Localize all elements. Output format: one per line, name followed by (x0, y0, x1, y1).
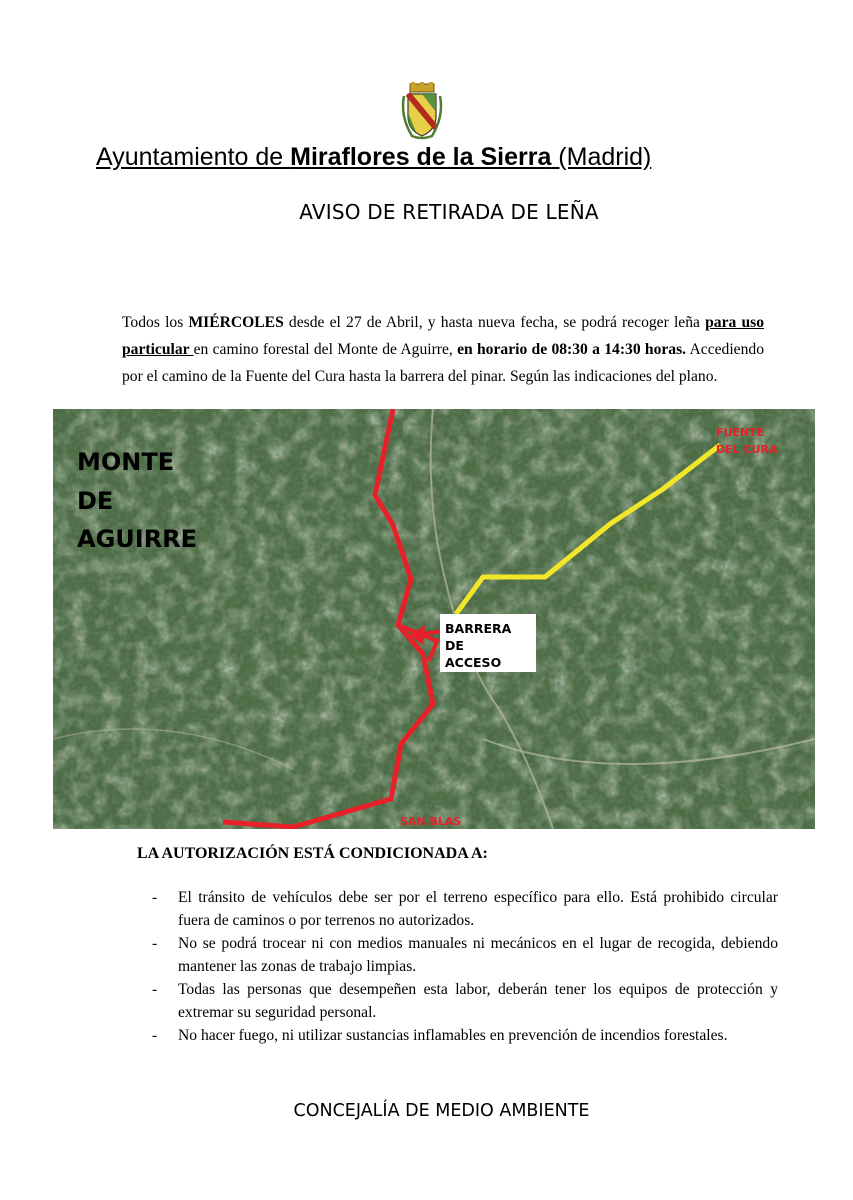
conditions-list (148, 886, 778, 1047)
title-prefix: Ayuntamiento de (96, 143, 291, 171)
notice-title: AVISO DE RETIRADA DE LEÑA (299, 200, 599, 224)
map-label-monte: MONTE (77, 448, 175, 476)
list-item: - No hacer fuego, ni utilizar sustancias inflamables en prevención de incendios forestales. (152, 1027, 728, 1044)
intro-day: MIÉRCOLES (188, 314, 284, 331)
list-item: - El tránsito de vehículos debe ser por el terreno específico para ello. Está prohibido circular fuera de caminos o por terrenos no autorizados. (152, 889, 778, 929)
title-town: Miraflores de la Sierra (290, 143, 552, 171)
intro-paragraph (122, 309, 764, 390)
list-item: - Todas las personas que desempeñen esta labor, deberán tener los equipos de protección y extremar su seguridad personal. (152, 981, 778, 1021)
intro-hours: en horario de 08:30 a 14:30 horas. (457, 341, 687, 358)
footer-department: CONCEJALÍA DE MEDIO AMBIENTE (293, 1101, 590, 1121)
title-suffix: (Madrid) (551, 143, 652, 171)
map-label-barrera: BARRERA (445, 621, 512, 636)
page-title (96, 143, 796, 172)
intro-text-3: en camino forestal del Monte de Aguirre, (193, 341, 458, 358)
map-label-acceso: ACCESO (445, 655, 502, 670)
condition-text: Todas las personas que desempeñen esta labor, deberán tener los equipos de protección y extremar su seguridad personal. (178, 981, 778, 1021)
condition-text: No hacer fuego, ni utilizar sustancias inflamables en prevención de incendios forestales. (178, 1027, 728, 1044)
aerial-map (53, 409, 815, 829)
footer (0, 1101, 853, 1121)
map-label-del-cura: DEL CURA (716, 443, 778, 456)
intro-text-2: desde el 27 de Abril, y hasta nueva fecha, se podrá recoger leña (283, 314, 706, 331)
list-item: - No se podrá trocear ni con medios manuales ni mecánicos en el lugar de recogida, debiendo mantener las zonas de trabajo limpias. (152, 935, 778, 975)
notice-heading (0, 200, 853, 224)
map-label-de: DE (77, 487, 114, 515)
conditions-title: LA AUTORIZACIÓN ESTÁ CONDICIONADA A: (137, 845, 488, 862)
condition-text: El tránsito de vehículos debe ser por el terreno específico para ello. Está prohibido circular fuera de caminos o por terrenos no autorizados. (178, 889, 778, 929)
intro-purpose: para uso particular (122, 314, 765, 358)
map-label-san-blas: SAN BLAS (400, 815, 462, 828)
map-label-aguirre: AGUIRRE (77, 525, 198, 553)
condition-text: No se podrá trocear ni con medios manuales ni mecánicos en el lugar de recogida, debiendo mantener las zonas de trabajo limpias. (178, 935, 778, 975)
intro-text-4: Accediendo por el camino de la Fuente del Cura hasta la barrera del pinar. Según las indicaciones del plano. (122, 341, 764, 385)
map-label-fuente: FUENTE (716, 426, 765, 439)
intro-text-1: Todos los (122, 314, 189, 331)
coat-of-arms-icon (398, 82, 446, 142)
map-label-barrera-de: DE (445, 638, 464, 653)
